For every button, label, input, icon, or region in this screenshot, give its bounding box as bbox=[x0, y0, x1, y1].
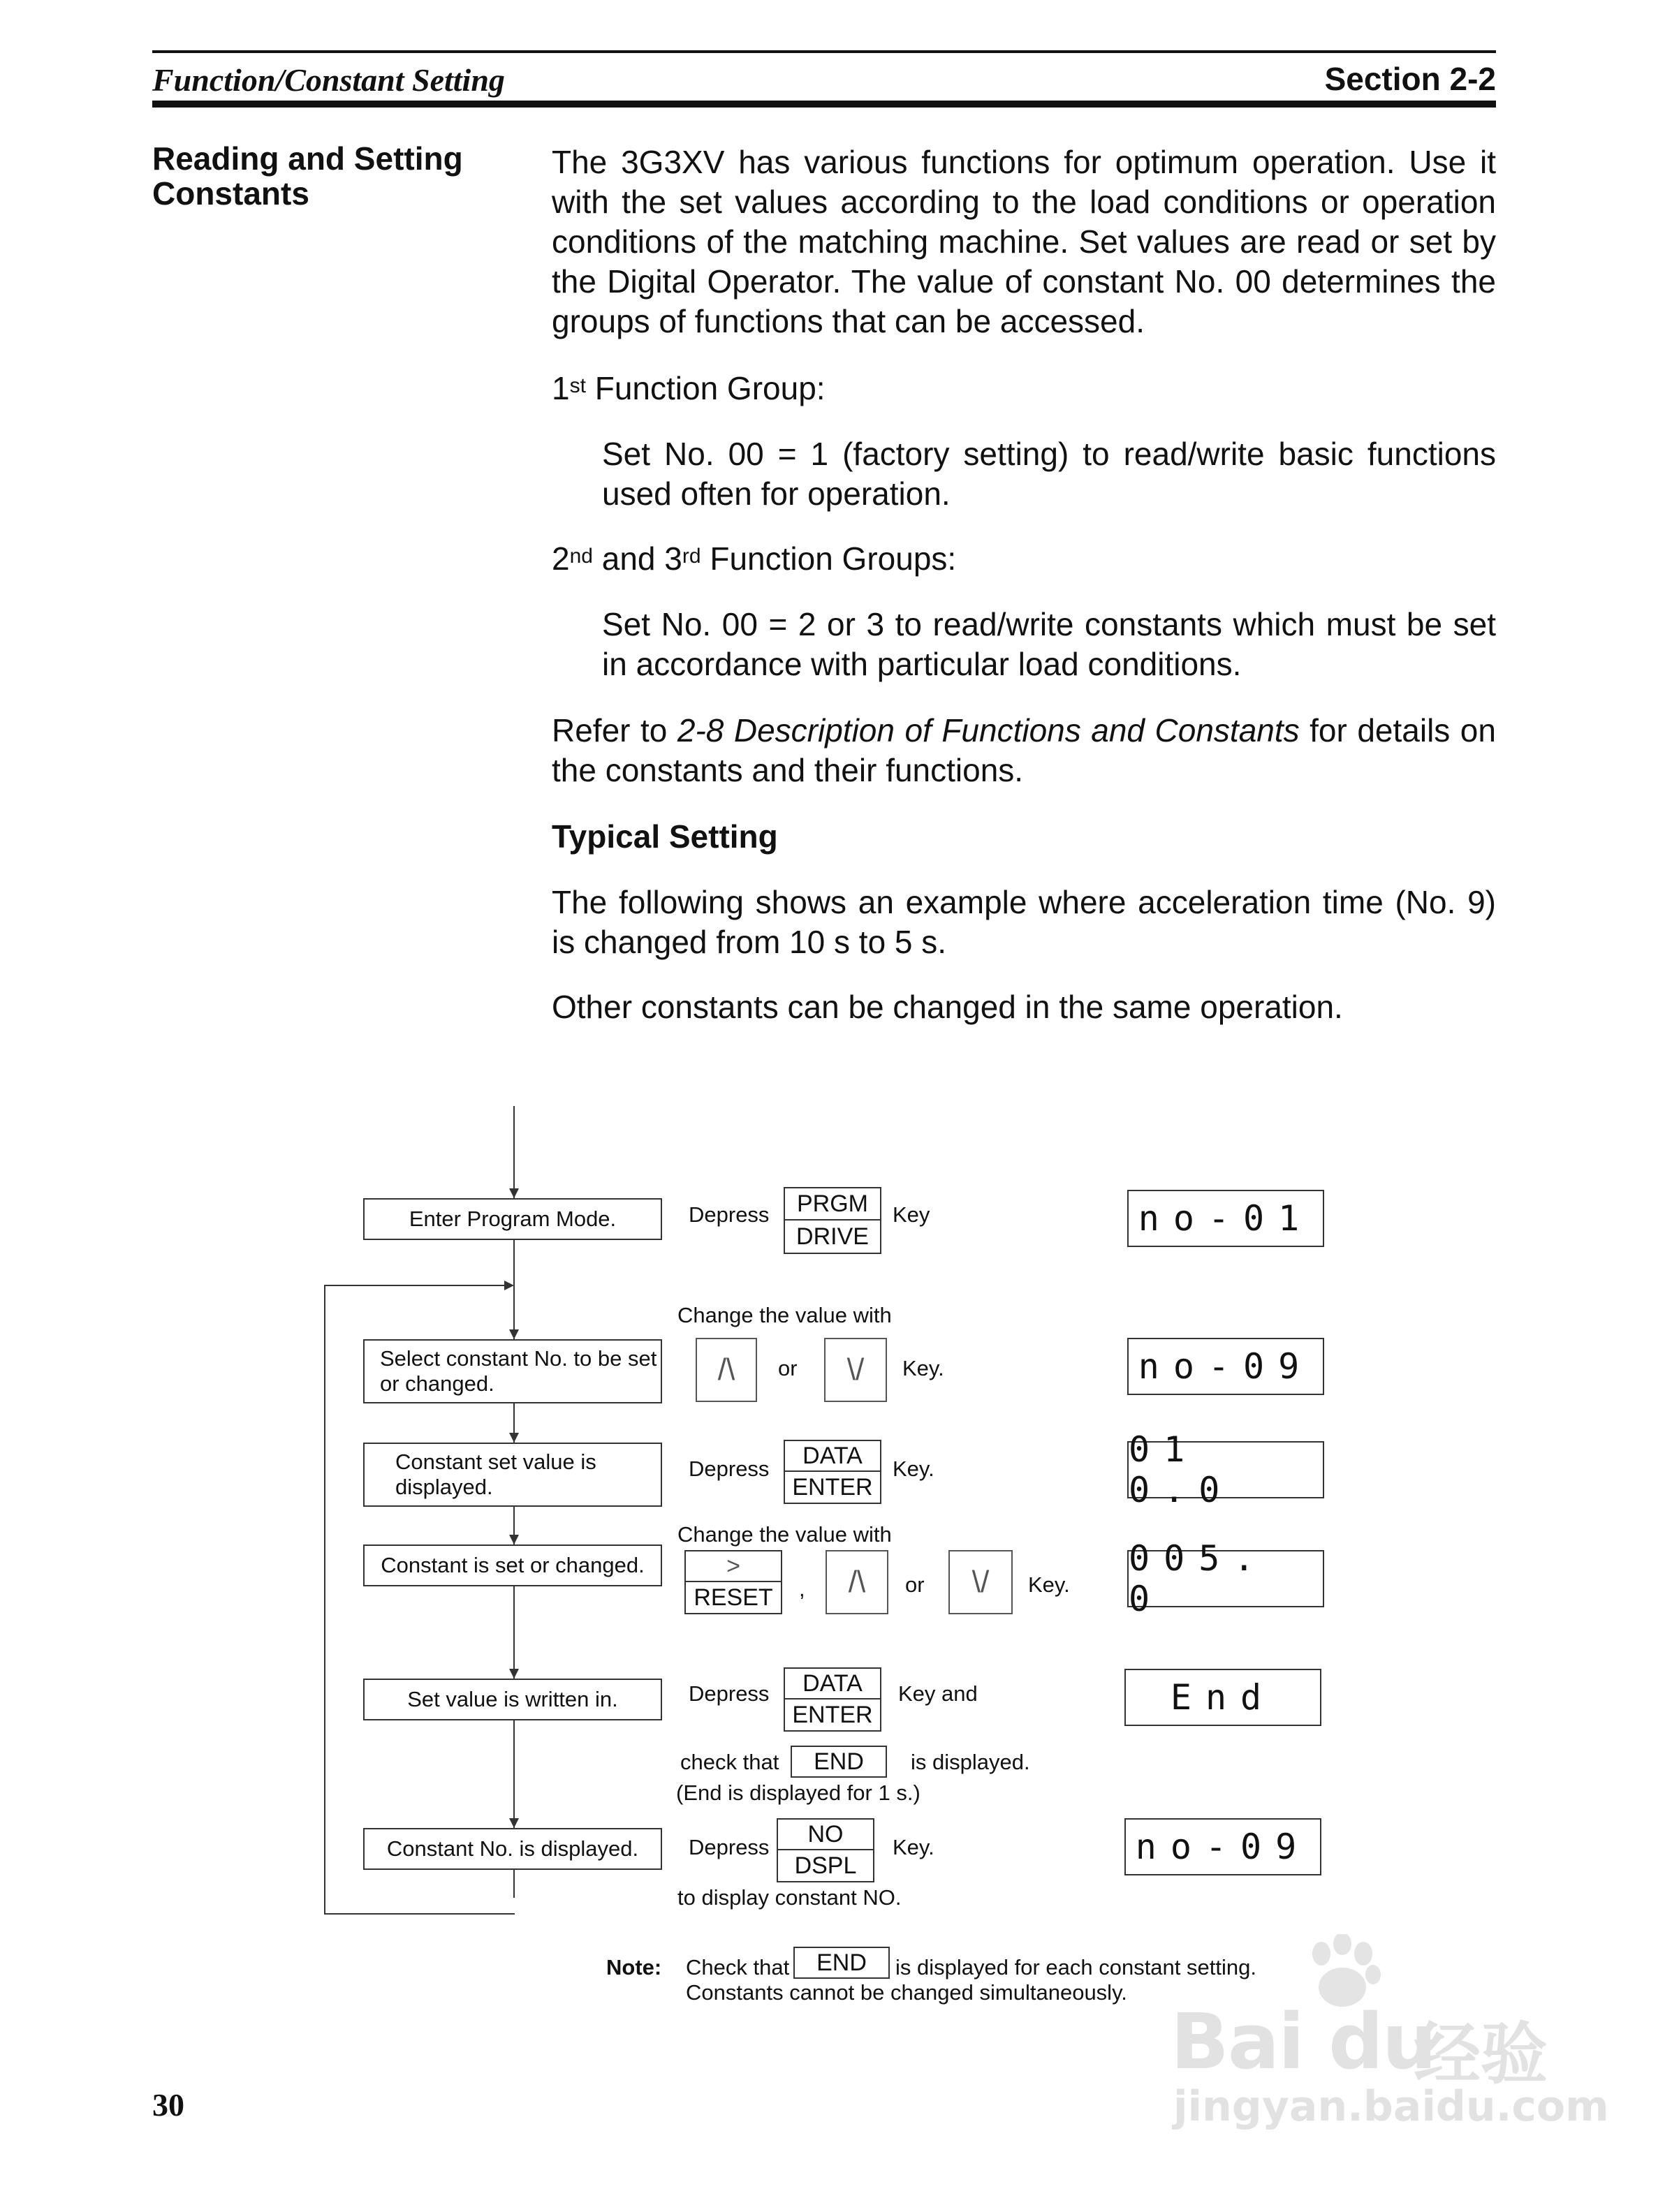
depress-label-3: Depress bbox=[689, 1681, 770, 1706]
step-value-displayed: Constant set value is displayed. bbox=[363, 1443, 662, 1507]
other-constants-text: Other constants can be changed in the same operation. bbox=[552, 989, 1343, 1025]
display-3: 01 0.0 bbox=[1127, 1441, 1324, 1498]
reset-key-label: RESET bbox=[694, 1584, 773, 1611]
refer-post: for details on the constants and their functions. bbox=[552, 712, 1496, 788]
key-label-5: Key. bbox=[893, 1835, 934, 1859]
watermark-url: jingyan.baidu.com bbox=[1173, 2082, 1609, 2131]
group23-label: Function Groups: bbox=[710, 540, 957, 577]
display-5: End bbox=[1124, 1669, 1321, 1726]
group1-num: 1 bbox=[552, 370, 570, 406]
page-number: 30 bbox=[152, 2087, 184, 2123]
prgm-drive-key bbox=[784, 1187, 881, 1254]
refer-link-text: 2-8 Description of Functions and Constants bbox=[677, 712, 1300, 749]
data-key-label-2: DATA bbox=[785, 1669, 880, 1699]
comma-label: , bbox=[799, 1577, 805, 1601]
or-label-2: or bbox=[905, 1572, 925, 1597]
loop-arrowhead bbox=[504, 1281, 514, 1290]
no-dspl-key bbox=[777, 1818, 874, 1882]
note-label: Note: bbox=[606, 1955, 662, 1979]
section-label: Section 2-2 bbox=[1324, 61, 1496, 97]
note-check-that: Check that bbox=[686, 1955, 790, 1979]
group23-heading bbox=[552, 539, 1496, 579]
or-label-1: or bbox=[778, 1356, 798, 1380]
group23-num2: 2 bbox=[552, 540, 570, 577]
down-arrow-key-1: \/ bbox=[824, 1338, 887, 1402]
arrowhead-4 bbox=[509, 1535, 519, 1544]
arrowhead-6 bbox=[509, 1818, 519, 1828]
arrowhead-2 bbox=[509, 1329, 519, 1339]
display-4: 005. 0 bbox=[1127, 1550, 1324, 1607]
prgm-key-label: PRGM bbox=[785, 1188, 880, 1221]
flow-loop-bottom bbox=[324, 1913, 515, 1915]
refer-paragraph bbox=[552, 711, 1496, 790]
watermark-brand: Bai du bbox=[1171, 1997, 1436, 2086]
depress-label-4: Depress bbox=[689, 1835, 770, 1859]
typical-setting-heading: Typical Setting bbox=[552, 818, 778, 855]
group23-text: Set No. 00 = 2 or 3 to read/write constants which must be set in accordance with particular load conditions. bbox=[602, 606, 1496, 682]
key-label-2: Key. bbox=[902, 1356, 944, 1380]
group1-sup: st bbox=[569, 374, 586, 397]
key-and-label: Key and bbox=[898, 1681, 978, 1706]
dspl-key-label: DSPL bbox=[794, 1852, 857, 1879]
note-line-2: Constants cannot be changed simultaneously. bbox=[686, 1980, 1127, 2005]
arrowhead-3 bbox=[509, 1433, 519, 1443]
typical-setting-text: The following shows an example where acceleration time (No. 9) is changed from 10 s to 5 s. bbox=[552, 884, 1496, 960]
display-1: no-01 bbox=[1127, 1190, 1324, 1247]
key-label-1: Key bbox=[893, 1202, 930, 1227]
header-rule-top bbox=[152, 50, 1496, 53]
to-display-label: to display constant NO. bbox=[677, 1885, 902, 1910]
enter-key-label-1: ENTER bbox=[792, 1473, 873, 1501]
display-2: no-09 bbox=[1127, 1338, 1324, 1395]
running-header-title: Function/Constant Setting bbox=[152, 62, 505, 98]
shift-reset-key bbox=[684, 1550, 782, 1614]
down-arrow-key-2: \/ bbox=[948, 1550, 1013, 1614]
drive-key-label: DRIVE bbox=[796, 1223, 869, 1250]
end-key-2: END bbox=[793, 1947, 890, 1979]
arrowhead-5 bbox=[509, 1669, 519, 1679]
change-value-label-1: Change the value with bbox=[677, 1303, 892, 1327]
refer-pre: Refer to bbox=[552, 712, 677, 749]
group23-and: and 3 bbox=[601, 540, 682, 577]
change-value-label-2: Change the value with bbox=[677, 1522, 892, 1547]
step-constant-no-displayed: Constant No. is displayed. bbox=[363, 1828, 662, 1870]
flow-loop-line bbox=[324, 1285, 325, 1915]
display-6: no-09 bbox=[1124, 1818, 1321, 1875]
group1-heading bbox=[552, 369, 1496, 408]
group23-sup2: nd bbox=[569, 545, 593, 568]
up-arrow-key-2: /\ bbox=[826, 1550, 888, 1614]
depress-label-1: Depress bbox=[689, 1202, 770, 1227]
group1-label: Function Group: bbox=[594, 370, 826, 406]
step-written-in: Set value is written in. bbox=[363, 1679, 662, 1720]
arrowhead-1 bbox=[509, 1188, 519, 1198]
flow-loop-top bbox=[324, 1285, 504, 1286]
note-rest: is displayed for each constant setting. bbox=[895, 1955, 1256, 1979]
end-key-1: END bbox=[791, 1746, 887, 1778]
no-key-label: NO bbox=[778, 1820, 873, 1850]
shift-key-label: > bbox=[686, 1551, 781, 1582]
data-enter-key-2 bbox=[784, 1667, 881, 1732]
enter-key-label-2: ENTER bbox=[792, 1701, 873, 1728]
depress-label-2: Depress bbox=[689, 1457, 770, 1481]
check-that-label: check that bbox=[680, 1750, 779, 1774]
is-displayed-label: is displayed. bbox=[911, 1750, 1030, 1774]
watermark-cn: 经验 bbox=[1414, 2015, 1548, 2093]
end-duration-note: (End is displayed for 1 s.) bbox=[676, 1780, 920, 1805]
key-label-3: Key. bbox=[893, 1457, 934, 1481]
group1-text: Set No. 00 = 1 (factory setting) to read/write basic functions used often for operation. bbox=[602, 436, 1496, 512]
data-key-label-1: DATA bbox=[785, 1441, 880, 1472]
up-arrow-key-1: /\ bbox=[696, 1338, 757, 1402]
header-rule-bottom bbox=[152, 101, 1496, 108]
intro-paragraph: The 3G3XV has various functions for optimum operation. Use it with the set values according to the load conditions or operation conditions of the matching machine. Set values are read or set by the Digital Operator. The value of constant No. 00 determines the groups of functions that can be accessed. bbox=[552, 144, 1496, 339]
key-label-4: Key. bbox=[1028, 1572, 1070, 1597]
step-set-or-changed: Constant is set or changed. bbox=[363, 1544, 662, 1586]
step-enter-program-mode: Enter Program Mode. bbox=[363, 1198, 662, 1240]
side-heading: Reading and Setting Constants bbox=[152, 140, 463, 212]
group23-sup3: rd bbox=[682, 545, 701, 568]
step-select-constant: Select constant No. to be set or changed. bbox=[363, 1339, 662, 1403]
data-enter-key-1 bbox=[784, 1440, 881, 1504]
